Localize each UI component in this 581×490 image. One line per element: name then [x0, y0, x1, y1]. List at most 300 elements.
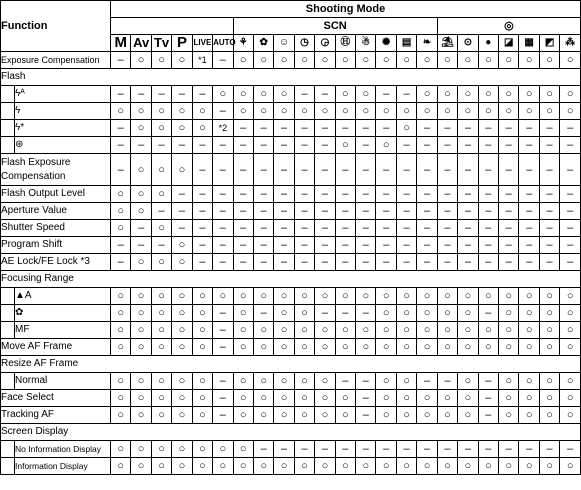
availability-cell: ○ — [151, 120, 171, 137]
availability-cell: ○ — [478, 339, 498, 356]
availability-cell: – — [437, 137, 457, 154]
availability-cell: – — [335, 237, 355, 254]
function-column-header: Function — [1, 1, 111, 52]
availability-cell: – — [192, 220, 212, 237]
availability-cell: ○ — [111, 305, 131, 322]
availability-cell: ○ — [192, 441, 212, 458]
availability-cell: ○ — [458, 458, 478, 475]
availability-cell: ○ — [315, 103, 335, 120]
function-label: Tracking AF — [1, 407, 111, 424]
table-row — [1, 254, 581, 271]
availability-cell: ○ — [458, 305, 478, 322]
availability-cell: ○ — [294, 322, 314, 339]
availability-cell: – — [519, 120, 539, 137]
availability-cell: ○ — [111, 339, 131, 356]
availability-cell: ○ — [151, 154, 171, 186]
function-label: Program Shift — [1, 237, 111, 254]
availability-cell: – — [396, 203, 416, 220]
availability-cell: ○ — [294, 390, 314, 407]
availability-cell: – — [253, 154, 273, 186]
availability-cell: – — [253, 120, 273, 137]
availability-cell: – — [417, 441, 437, 458]
availability-cell: ○ — [151, 288, 171, 305]
availability-cell: – — [458, 220, 478, 237]
availability-cell: – — [213, 390, 233, 407]
availability-cell: – — [356, 237, 376, 254]
availability-cell: ○ — [458, 322, 478, 339]
availability-cell: – — [233, 186, 253, 203]
table-row — [1, 103, 581, 120]
availability-cell: ○ — [499, 407, 519, 424]
availability-cell: ○ — [335, 458, 355, 475]
availability-cell: – — [192, 254, 212, 271]
availability-cell: – — [111, 86, 131, 103]
availability-cell: ○ — [172, 339, 192, 356]
availability-cell: ○ — [151, 186, 171, 203]
table-row — [1, 407, 581, 424]
availability-cell: ○ — [151, 305, 171, 322]
availability-cell: – — [417, 237, 437, 254]
availability-cell: ○ — [111, 103, 131, 120]
availability-cell: ○ — [274, 373, 294, 390]
table-row — [1, 237, 581, 254]
availability-cell: – — [111, 237, 131, 254]
function-label: Flash Output Level — [1, 186, 111, 203]
scn-group-header: SCN — [233, 18, 437, 35]
availability-cell: ○ — [172, 52, 192, 69]
availability-cell: – — [253, 220, 273, 237]
availability-cell: – — [274, 120, 294, 137]
indent-spacer — [1, 458, 15, 475]
availability-cell: – — [376, 254, 396, 271]
availability-cell: ○ — [560, 407, 581, 424]
availability-cell: ○ — [294, 103, 314, 120]
availability-cell: ○ — [396, 305, 416, 322]
availability-cell: – — [315, 441, 335, 458]
availability-cell: ○ — [417, 390, 437, 407]
availability-cell: – — [253, 137, 273, 154]
availability-cell: – — [499, 203, 519, 220]
availability-cell: ○ — [417, 407, 437, 424]
availability-cell: ○ — [233, 322, 253, 339]
availability-cell: ○ — [458, 86, 478, 103]
availability-cell: ○ — [274, 390, 294, 407]
availability-cell: – — [519, 154, 539, 186]
table-row — [1, 390, 581, 407]
sub-function-label: ▲A — [15, 288, 111, 305]
availability-cell: ○ — [151, 52, 171, 69]
availability-cell: – — [111, 154, 131, 186]
availability-cell: – — [417, 220, 437, 237]
availability-cell: ○ — [478, 52, 498, 69]
availability-cell: ○ — [356, 339, 376, 356]
availability-cell: – — [458, 154, 478, 186]
availability-cell: – — [253, 237, 273, 254]
availability-cell: – — [294, 154, 314, 186]
availability-cell: ○ — [437, 305, 457, 322]
mode-header-14: ▤ — [396, 35, 416, 52]
mode-header-3: P — [172, 35, 192, 52]
availability-cell: ○ — [233, 390, 253, 407]
availability-cell: – — [396, 186, 416, 203]
availability-cell: ○ — [253, 390, 273, 407]
availability-cell: – — [437, 237, 457, 254]
availability-cell: – — [213, 407, 233, 424]
availability-cell: – — [315, 120, 335, 137]
availability-cell: – — [294, 441, 314, 458]
availability-cell: ○ — [315, 339, 335, 356]
availability-cell: ○ — [560, 322, 581, 339]
sub-function-label: ϟ — [15, 103, 111, 120]
availability-cell: ○ — [437, 288, 457, 305]
availability-cell: – — [560, 186, 581, 203]
availability-cell: – — [294, 86, 314, 103]
section-label: Flash — [1, 69, 581, 86]
availability-cell: – — [478, 120, 498, 137]
availability-cell: ○ — [253, 373, 273, 390]
mode-header-17: ⊙ — [458, 35, 478, 52]
availability-cell: – — [192, 203, 212, 220]
availability-cell: ○ — [519, 52, 539, 69]
availability-cell: ○ — [519, 86, 539, 103]
availability-cell: ○ — [253, 86, 273, 103]
availability-cell: ○ — [376, 305, 396, 322]
availability-cell: – — [192, 86, 212, 103]
availability-cell: – — [376, 120, 396, 137]
availability-cell: ○ — [356, 458, 376, 475]
availability-cell: ○ — [192, 390, 212, 407]
availability-cell: – — [213, 154, 233, 186]
availability-cell: – — [356, 120, 376, 137]
availability-cell: ○ — [294, 458, 314, 475]
availability-cell: ○ — [376, 458, 396, 475]
availability-cell: – — [192, 154, 212, 186]
indent-spacer — [1, 103, 15, 120]
availability-cell: ○ — [253, 458, 273, 475]
availability-cell: – — [417, 203, 437, 220]
mode-header-1: Av — [131, 35, 151, 52]
mode-header-0: M — [111, 35, 131, 52]
availability-cell: ○ — [539, 103, 559, 120]
availability-cell: – — [356, 220, 376, 237]
availability-cell: – — [315, 154, 335, 186]
availability-cell: ○ — [253, 103, 273, 120]
availability-cell: ○ — [417, 103, 437, 120]
availability-cell: – — [233, 254, 253, 271]
availability-cell: ○ — [560, 86, 581, 103]
availability-cell: ○ — [458, 390, 478, 407]
table-row — [1, 322, 581, 339]
availability-cell: – — [458, 137, 478, 154]
availability-cell: – — [560, 154, 581, 186]
availability-cell: – — [315, 186, 335, 203]
mode-header-6: ⚘ — [233, 35, 253, 52]
availability-cell: – — [396, 220, 416, 237]
availability-cell: – — [499, 237, 519, 254]
availability-cell: – — [519, 186, 539, 203]
availability-cell: ○ — [499, 339, 519, 356]
availability-cell: ○ — [437, 322, 457, 339]
availability-cell: ○ — [335, 52, 355, 69]
availability-cell: – — [315, 237, 335, 254]
availability-cell: ○ — [396, 322, 416, 339]
availability-cell: – — [111, 120, 131, 137]
availability-cell: – — [519, 203, 539, 220]
availability-cell: – — [315, 305, 335, 322]
availability-cell: ○ — [560, 458, 581, 475]
mode-header-4: LIVE — [192, 35, 212, 52]
header-row-group — [1, 1, 581, 18]
availability-cell: ○ — [335, 322, 355, 339]
availability-cell: – — [499, 186, 519, 203]
availability-cell: – — [539, 154, 559, 186]
availability-cell: ○ — [458, 103, 478, 120]
availability-cell: – — [131, 137, 151, 154]
availability-cell: – — [356, 254, 376, 271]
function-label: Aperture Value — [1, 203, 111, 220]
availability-cell: ○ — [192, 407, 212, 424]
availability-cell: ○ — [172, 237, 192, 254]
availability-cell: – — [478, 390, 498, 407]
sub-function-label: ϟᴬ — [15, 86, 111, 103]
availability-cell: ○ — [376, 339, 396, 356]
function-label: AE Lock/FE Lock *3 — [1, 254, 111, 271]
table-body — [1, 52, 581, 475]
availability-cell: – — [356, 137, 376, 154]
availability-cell: – — [315, 203, 335, 220]
availability-cell: – — [376, 86, 396, 103]
availability-cell: ○ — [396, 339, 416, 356]
availability-cell: – — [458, 203, 478, 220]
availability-cell: – — [274, 137, 294, 154]
indent-spacer — [1, 86, 15, 103]
function-label-line1: Flash Exposure — [1, 156, 71, 168]
availability-cell: – — [233, 154, 253, 186]
availability-cell: ○ — [233, 86, 253, 103]
availability-cell: – — [335, 120, 355, 137]
availability-cell: ○ — [192, 458, 212, 475]
availability-cell: – — [151, 203, 171, 220]
availability-cell: ○ — [274, 322, 294, 339]
availability-cell: ○ — [131, 322, 151, 339]
availability-cell: – — [131, 86, 151, 103]
availability-cell: ○ — [417, 322, 437, 339]
availability-cell: ○ — [315, 52, 335, 69]
availability-cell: ○ — [356, 322, 376, 339]
availability-cell: – — [335, 373, 355, 390]
availability-cell: ○ — [539, 373, 559, 390]
availability-cell: ○ — [131, 407, 151, 424]
mode-header-16: ⛱ — [437, 35, 457, 52]
table-row — [1, 373, 581, 390]
availability-cell: ○ — [192, 373, 212, 390]
availability-cell: – — [519, 237, 539, 254]
availability-cell: ○ — [192, 288, 212, 305]
availability-cell: – — [478, 186, 498, 203]
availability-cell: ○ — [274, 52, 294, 69]
availability-cell: – — [560, 220, 581, 237]
availability-cell: ○ — [151, 373, 171, 390]
availability-cell: – — [539, 120, 559, 137]
availability-cell: – — [458, 441, 478, 458]
availability-cell: ○ — [417, 288, 437, 305]
availability-cell: – — [274, 441, 294, 458]
availability-cell: ○ — [172, 103, 192, 120]
mode-header-22: ⁂ — [560, 35, 581, 52]
availability-cell: – — [356, 305, 376, 322]
availability-cell: ○ — [396, 52, 416, 69]
availability-cell: ○ — [192, 120, 212, 137]
availability-cell: ○ — [478, 322, 498, 339]
availability-cell: ○ — [417, 458, 437, 475]
availability-cell: – — [437, 373, 457, 390]
availability-cell: ○ — [274, 305, 294, 322]
availability-cell: – — [172, 203, 192, 220]
availability-cell: ○ — [519, 407, 539, 424]
mode-header-2: Tv — [151, 35, 171, 52]
availability-cell: ○ — [437, 339, 457, 356]
availability-cell: ○ — [111, 288, 131, 305]
availability-cell: – — [539, 254, 559, 271]
availability-cell: – — [356, 154, 376, 186]
availability-cell: ○ — [111, 441, 131, 458]
availability-cell: ○ — [131, 186, 151, 203]
availability-cell: – — [294, 220, 314, 237]
availability-cell: ○ — [560, 339, 581, 356]
availability-cell: – — [376, 237, 396, 254]
availability-cell: ○ — [417, 305, 437, 322]
availability-cell: – — [478, 441, 498, 458]
availability-cell: ○ — [233, 441, 253, 458]
availability-cell: – — [213, 322, 233, 339]
availability-cell: – — [417, 254, 437, 271]
availability-cell: – — [213, 305, 233, 322]
availability-cell: ○ — [172, 458, 192, 475]
availability-cell: – — [253, 254, 273, 271]
availability-cell: – — [253, 305, 273, 322]
availability-cell: – — [213, 220, 233, 237]
availability-cell: ○ — [172, 288, 192, 305]
shooting-mode-header: Shooting Mode — [111, 1, 581, 18]
sub-function-label: MF — [15, 322, 111, 339]
availability-cell: – — [213, 237, 233, 254]
availability-cell: ○ — [131, 339, 151, 356]
availability-cell: ○ — [233, 52, 253, 69]
availability-cell: ○ — [151, 322, 171, 339]
table-row — [1, 137, 581, 154]
availability-cell: – — [131, 220, 151, 237]
availability-cell: ○ — [111, 407, 131, 424]
availability-cell: ○ — [458, 52, 478, 69]
availability-cell: ○ — [131, 254, 151, 271]
mode-header-21: ◩ — [539, 35, 559, 52]
availability-cell: – — [417, 154, 437, 186]
availability-cell: ○ — [233, 288, 253, 305]
availability-cell: ○ — [233, 103, 253, 120]
availability-cell: ○ — [356, 86, 376, 103]
availability-cell: ○ — [478, 288, 498, 305]
availability-cell: – — [437, 254, 457, 271]
availability-cell: ○ — [539, 390, 559, 407]
availability-cell: – — [172, 220, 192, 237]
mode-header-7: ✿ — [253, 35, 273, 52]
availability-cell: – — [539, 220, 559, 237]
availability-cell: – — [437, 120, 457, 137]
availability-cell: ○ — [539, 288, 559, 305]
availability-cell: – — [519, 137, 539, 154]
availability-cell: ○ — [499, 288, 519, 305]
availability-cell: ○ — [335, 103, 355, 120]
availability-cell: ○ — [131, 390, 151, 407]
availability-cell: – — [213, 52, 233, 69]
availability-cell: ○ — [458, 407, 478, 424]
availability-cell: ○ — [192, 103, 212, 120]
availability-cell: ○ — [111, 390, 131, 407]
availability-cell: – — [478, 305, 498, 322]
availability-cell: – — [519, 220, 539, 237]
function-label: Face Select — [1, 390, 111, 407]
table-row — [1, 203, 581, 220]
availability-cell: – — [437, 154, 457, 186]
table-row — [1, 305, 581, 322]
sub-function-label: ✿ — [15, 305, 111, 322]
availability-cell: – — [478, 137, 498, 154]
availability-cell: ○ — [315, 407, 335, 424]
availability-cell: ○ — [519, 458, 539, 475]
availability-cell: ○ — [519, 305, 539, 322]
availability-cell: *2 — [213, 120, 233, 137]
availability-cell: – — [213, 137, 233, 154]
availability-cell: – — [356, 407, 376, 424]
availability-cell: – — [335, 254, 355, 271]
availability-cell: ○ — [151, 254, 171, 271]
availability-cell: – — [458, 254, 478, 271]
availability-cell: ○ — [274, 86, 294, 103]
basic-modes-group — [111, 18, 234, 35]
availability-cell: – — [396, 137, 416, 154]
availability-cell: ○ — [376, 407, 396, 424]
availability-cell: – — [437, 220, 457, 237]
availability-cell: – — [396, 441, 416, 458]
availability-cell: ○ — [253, 288, 273, 305]
availability-cell: ○ — [458, 339, 478, 356]
availability-cell: ○ — [499, 305, 519, 322]
availability-cell: – — [437, 203, 457, 220]
availability-cell: ○ — [253, 339, 273, 356]
availability-cell: ○ — [396, 288, 416, 305]
availability-cell: – — [274, 203, 294, 220]
availability-cell: ○ — [539, 86, 559, 103]
availability-cell: ○ — [335, 86, 355, 103]
availability-cell: ○ — [437, 103, 457, 120]
availability-cell: ○ — [294, 288, 314, 305]
availability-cell: – — [253, 441, 273, 458]
availability-cell: – — [294, 237, 314, 254]
availability-cell: – — [213, 254, 233, 271]
availability-cell: – — [478, 154, 498, 186]
availability-cell: – — [396, 237, 416, 254]
availability-cell: – — [233, 120, 253, 137]
availability-cell: ○ — [213, 458, 233, 475]
sub-function-label: Normal — [15, 373, 111, 390]
availability-cell: – — [151, 137, 171, 154]
availability-cell: ○ — [560, 373, 581, 390]
availability-cell: ○ — [294, 52, 314, 69]
availability-cell: ○ — [253, 52, 273, 69]
availability-cell: ○ — [131, 373, 151, 390]
availability-cell: ○ — [151, 458, 171, 475]
availability-cell: – — [315, 254, 335, 271]
